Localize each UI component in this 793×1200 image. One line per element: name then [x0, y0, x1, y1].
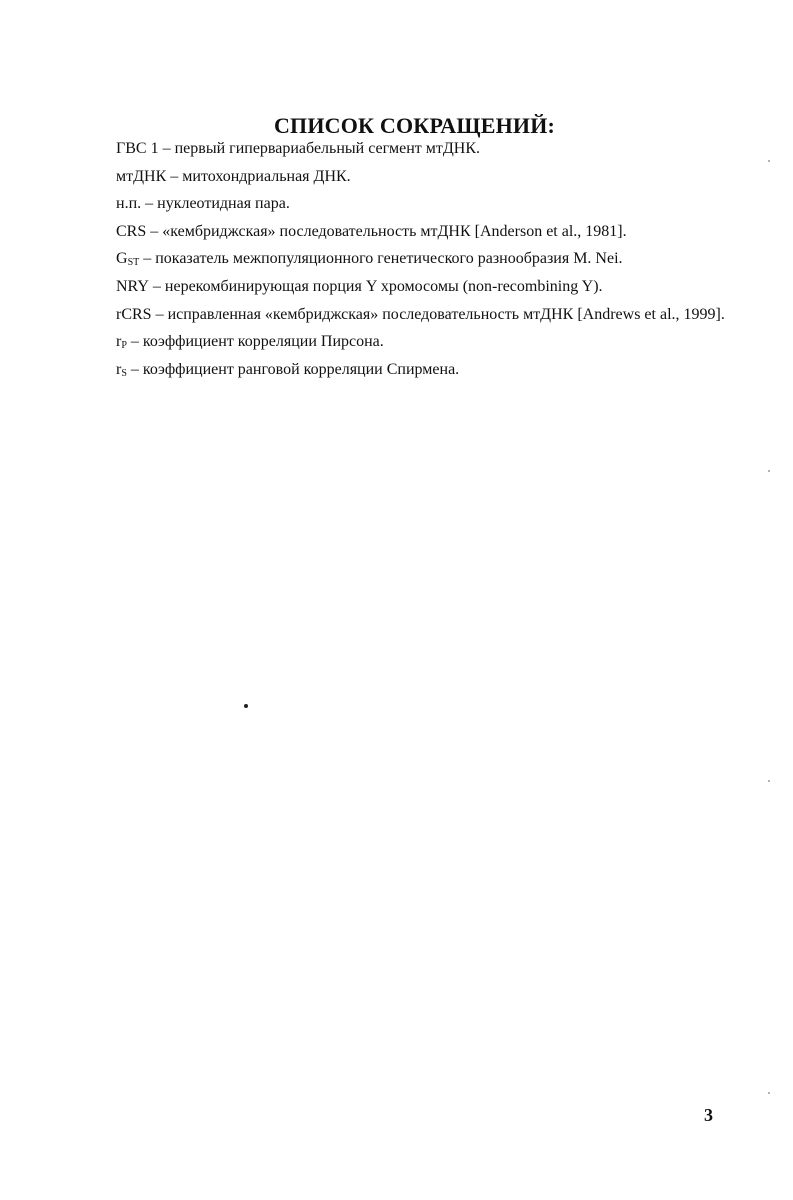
abbreviation-definition: – митохондриальная ДНК. [166, 167, 351, 185]
abbreviation-definition: – коэффициент ранговой корреляции Спирмена. [126, 360, 460, 378]
abbreviation-item [116, 277, 756, 297]
abbreviation-term: r [116, 333, 122, 351]
abbreviation-term: CRS [116, 222, 147, 240]
scan-speck [768, 1092, 770, 1094]
abbreviation-definition: – показатель межпопуляционного генетического разнообразия M. Nei. [139, 250, 623, 268]
abbreviation-term: н.п. [116, 195, 142, 213]
abbreviation-definition: – нерекомбинирующая порция Y хромосомы (non-recombining Y). [148, 277, 603, 295]
abbreviation-item [116, 332, 756, 352]
abbreviation-item [116, 194, 756, 214]
abbreviation-subscript: S [121, 367, 127, 379]
abbreviation-item [116, 167, 756, 187]
abbreviation-definition: – «кембриджская» последовательность мтДНК [Anderson et al., 1981]. [146, 222, 627, 240]
abbreviation-item [116, 139, 756, 159]
abbreviation-item [116, 222, 756, 242]
abbreviation-term: мтДНК [116, 167, 167, 185]
abbreviation-term: rCRS [116, 305, 152, 323]
abbreviation-subscript: P [121, 340, 127, 352]
page-number: 3 [704, 1105, 713, 1125]
page-title: СПИСОК СОКРАЩЕНИЙ: [273, 112, 556, 138]
abbreviation-definition: – первый гипервариабельный сегмент мтДНК. [158, 140, 480, 157]
abbreviation-item [116, 360, 756, 380]
abbreviation-item [116, 249, 756, 269]
scan-speck [244, 704, 248, 708]
scan-speck [768, 780, 770, 782]
abbreviation-term: ГВС 1 [116, 140, 159, 157]
abbreviation-definition: – исправленная «кембриджская» последовательность мтДНК [Andrews et al., 1999]. [151, 305, 725, 323]
scan-speck [768, 470, 770, 472]
scan-speck [768, 160, 770, 162]
abbreviation-term: r [116, 360, 122, 378]
abbreviation-list [116, 139, 756, 387]
abbreviation-definition: – коэффициент корреляции Пирсона. [126, 333, 384, 351]
abbreviation-definition: – нуклеотидная пара. [141, 195, 290, 213]
abbreviation-item [116, 305, 756, 325]
abbreviation-term: G [116, 250, 128, 268]
abbreviation-term: NRY [116, 277, 149, 295]
abbreviation-subscript: ST [127, 257, 140, 269]
